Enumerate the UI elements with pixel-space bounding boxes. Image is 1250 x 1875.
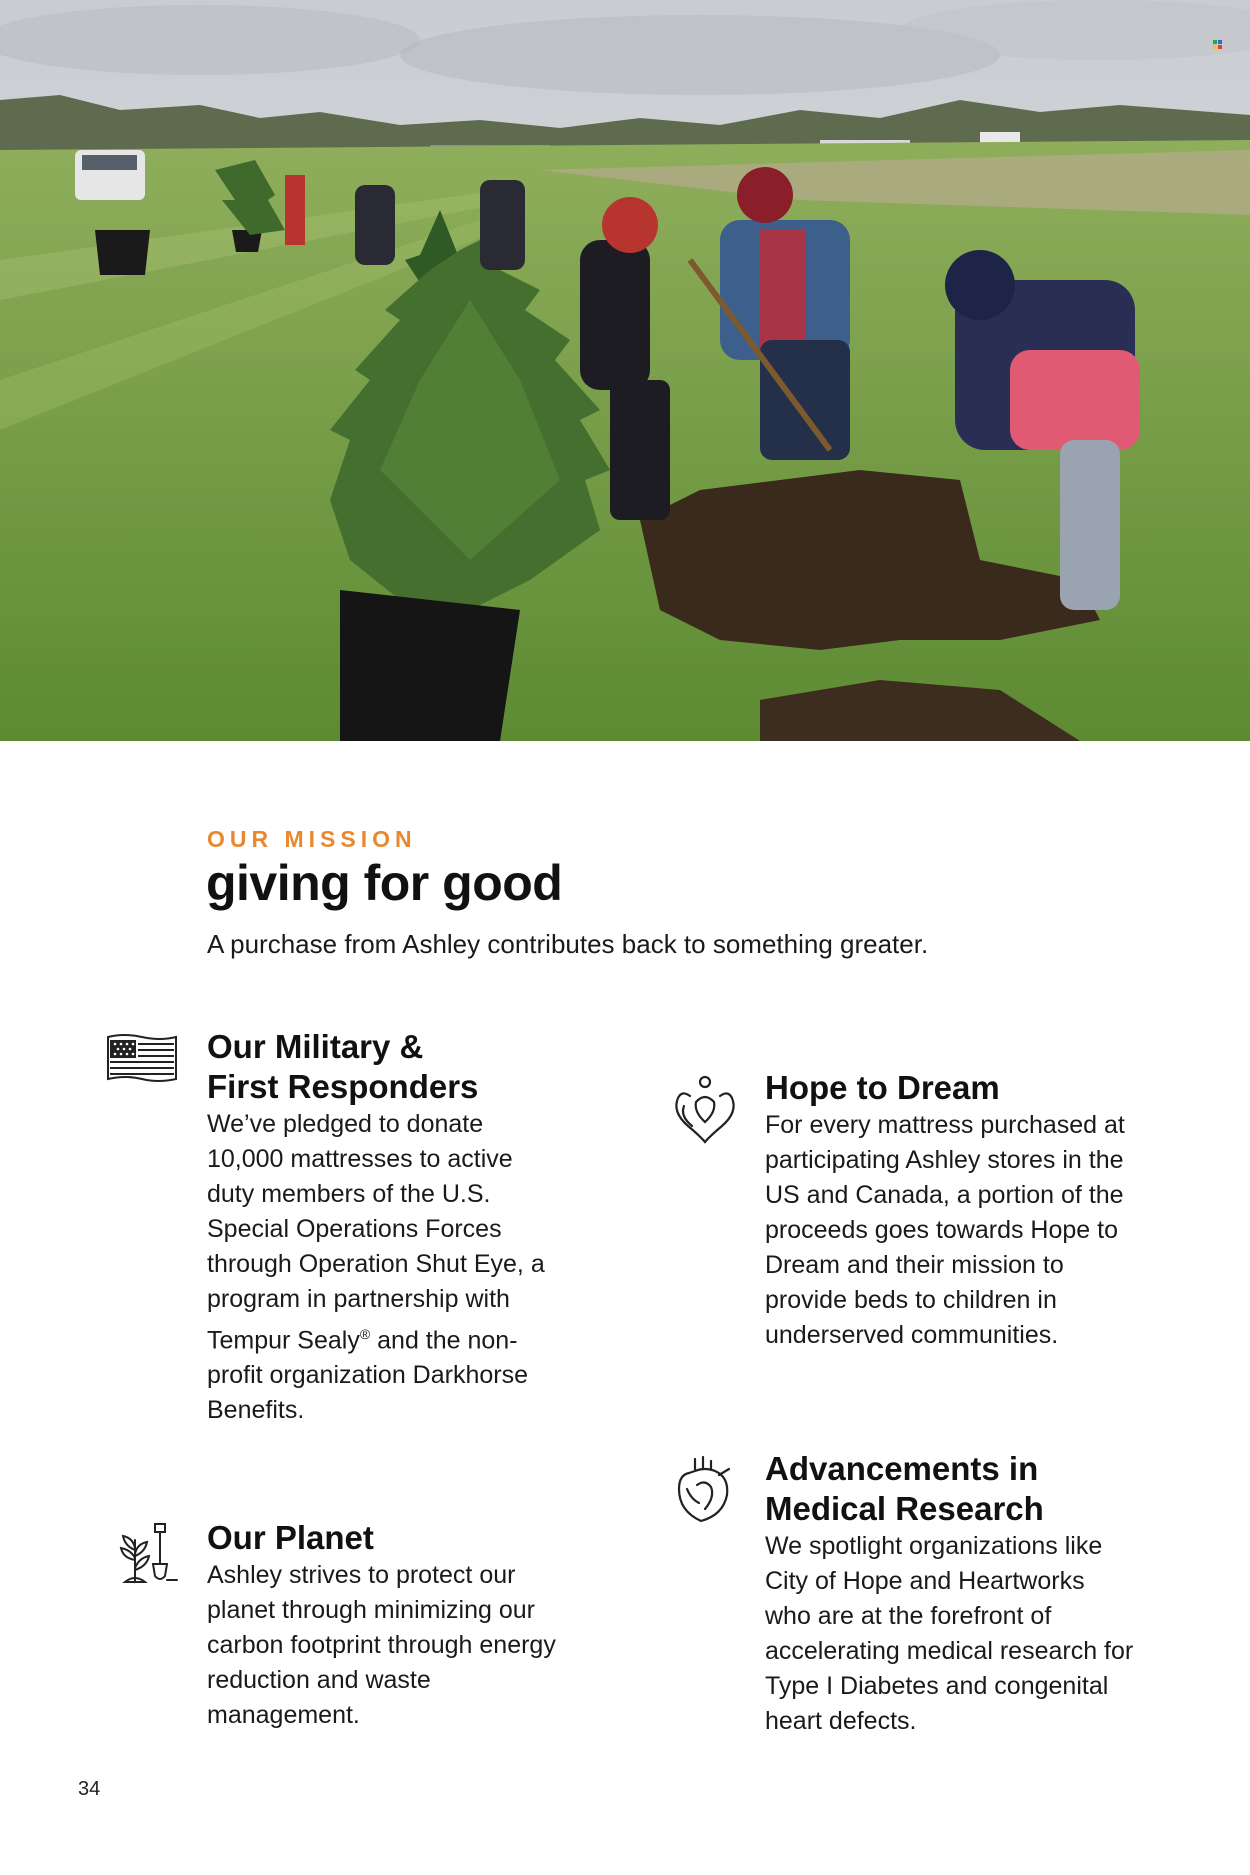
corner-color-mark <box>1213 36 1222 45</box>
military-title: Our Military & First Responders <box>207 1028 479 1105</box>
hope-body: For every mattress purchased at participating Ashley stores in the US and Canada, a portion of the proceeds goes towards Hope to Dream and their mission to provide beds to children in underserved communities. <box>765 1111 1125 1349</box>
mission-subhead: A purchase from Ashley contributes back to something greater. <box>207 929 929 959</box>
tree-planting-photo <box>0 0 1250 741</box>
anatomical-heart-icon <box>675 1455 733 1530</box>
mission-headline: giving for good <box>206 855 563 911</box>
planet-section <box>207 1518 567 1733</box>
hope-section <box>765 1068 1135 1353</box>
page-number: 34 <box>78 1778 101 1800</box>
hope-title: Hope to Dream <box>765 1069 1000 1106</box>
plant-and-shovel-icon <box>117 1520 183 1591</box>
planet-body: Ashley strives to protect our planet through minimizing our carbon footprint through energy reduction and waste management. <box>207 1561 556 1729</box>
military-body: We’ve pledged to donate 10,000 mattresses to active duty members of the U.S. Special Operations Forces through Operation Shut Eye, a program in partnership with Tempur Sealy® and the non-profit organization Darkhorse Benefits. <box>207 1110 545 1425</box>
heart-child-icon <box>670 1072 740 1149</box>
mission-eyebrow: OUR MISSION <box>207 826 417 852</box>
medical-title: Advancements in Medical Research <box>765 1450 1044 1527</box>
hero-photo <box>0 0 1250 741</box>
military-section <box>207 1027 547 1428</box>
us-flag-icon <box>106 1033 178 1090</box>
medical-body: We spotlight organizations like City of Hope and Heartworks who are at the forefront of accelerating medical research for Type I Diabetes and congenital heart defects. <box>765 1532 1134 1735</box>
planet-title: Our Planet <box>207 1519 374 1556</box>
medical-section <box>765 1449 1135 1739</box>
